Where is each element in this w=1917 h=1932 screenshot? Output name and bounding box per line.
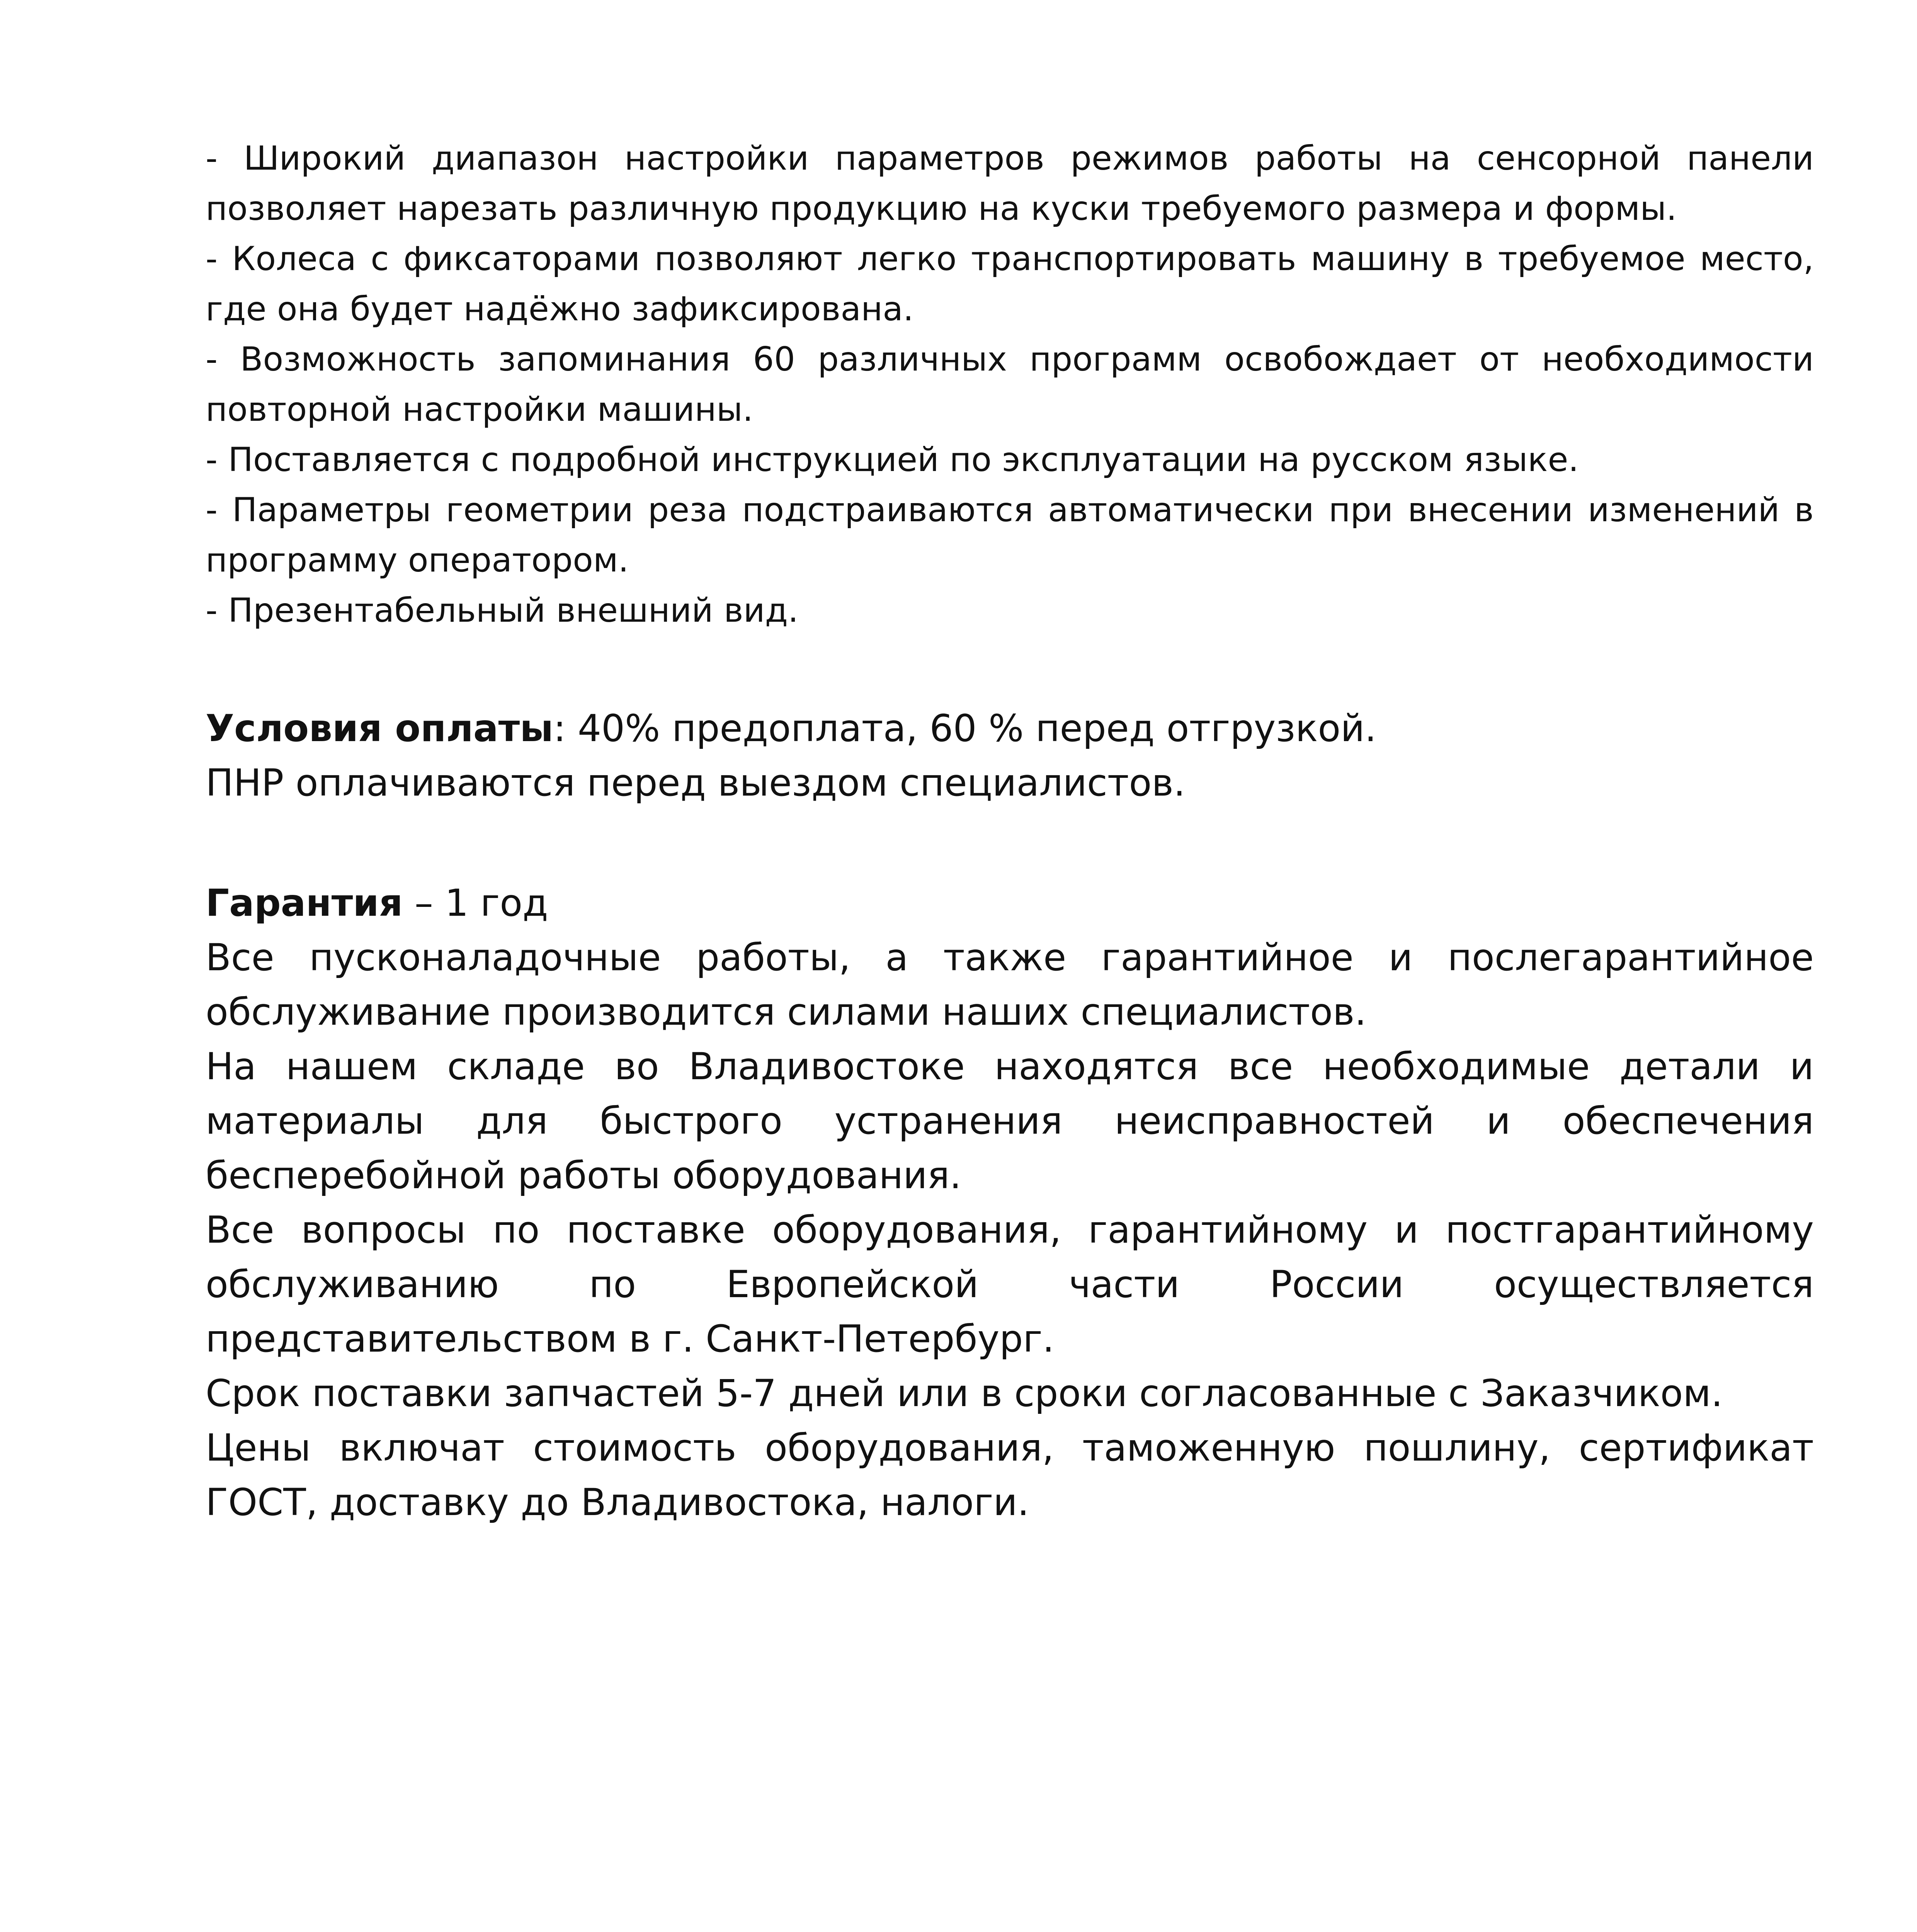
payment-heading: Условия оплаты: [206, 707, 554, 750]
feature-item: - Возможность запоминания 60 различных программ освобождает от необходимости повторной настройки машины.: [206, 340, 1814, 429]
warranty-term: – 1 год: [403, 881, 548, 925]
warranty-paragraph: Все вопросы по поставке оборудования, гарантийному и постгарантийному обслуживанию по Европейской части России осуществляется представительством в г. Санкт-Петербург.: [206, 1208, 1814, 1361]
warranty-paragraph: На нашем складе во Владивостоке находятся все необходимые детали и материалы для быстрого устранения неисправностей и обеспечения бесперебойной работы оборудования.: [206, 1045, 1814, 1197]
warranty-line: [206, 876, 1814, 930]
warranty-paragraph: Цены включат стоимость оборудования, таможенную пошлину, сертификат ГОСТ, доставку до Владивостока, налоги.: [206, 1426, 1814, 1524]
feature-list: [206, 133, 1814, 636]
feature-item: - Презентабельный внешний вид.: [206, 591, 799, 630]
warranty-paragraph: Срок поставки запчастей 5-7 дней или в сроки согласованные с Заказчиком.: [206, 1372, 1723, 1415]
feature-item: - Широкий диапазон настройки параметров режимов работы на сенсорной панели позволяет нарезать различную продукцию на куски требуемого размера и формы.: [206, 139, 1814, 228]
feature-item: - Параметры геометрии реза подстраиваются автоматически при внесении изменений в программу оператором.: [206, 491, 1814, 580]
warranty-section: [206, 876, 1814, 1530]
document-content: [206, 133, 1814, 1595]
feature-item: - Колеса с фиксаторами позволяют легко транспортировать машину в требуемое место, где она будет надёжно зафиксирована.: [206, 240, 1814, 328]
payment-terms: : 40% предоплата, 60 % перед отгрузкой.: [553, 707, 1377, 750]
feature-item: - Поставляется с подробной инструкцией по эксплуатации на русском языке.: [206, 440, 1579, 479]
payment-terms-line: [206, 701, 1814, 756]
warranty-heading: Гарантия: [206, 881, 403, 925]
warranty-paragraph: Все пусконаладочные работы, а также гарантийное и послегарантийное обслуживание производится силами наших специалистов.: [206, 936, 1814, 1034]
payment-note: ПНР оплачиваются перед выездом специалистов.: [206, 761, 1186, 804]
payment-section: [206, 701, 1814, 810]
